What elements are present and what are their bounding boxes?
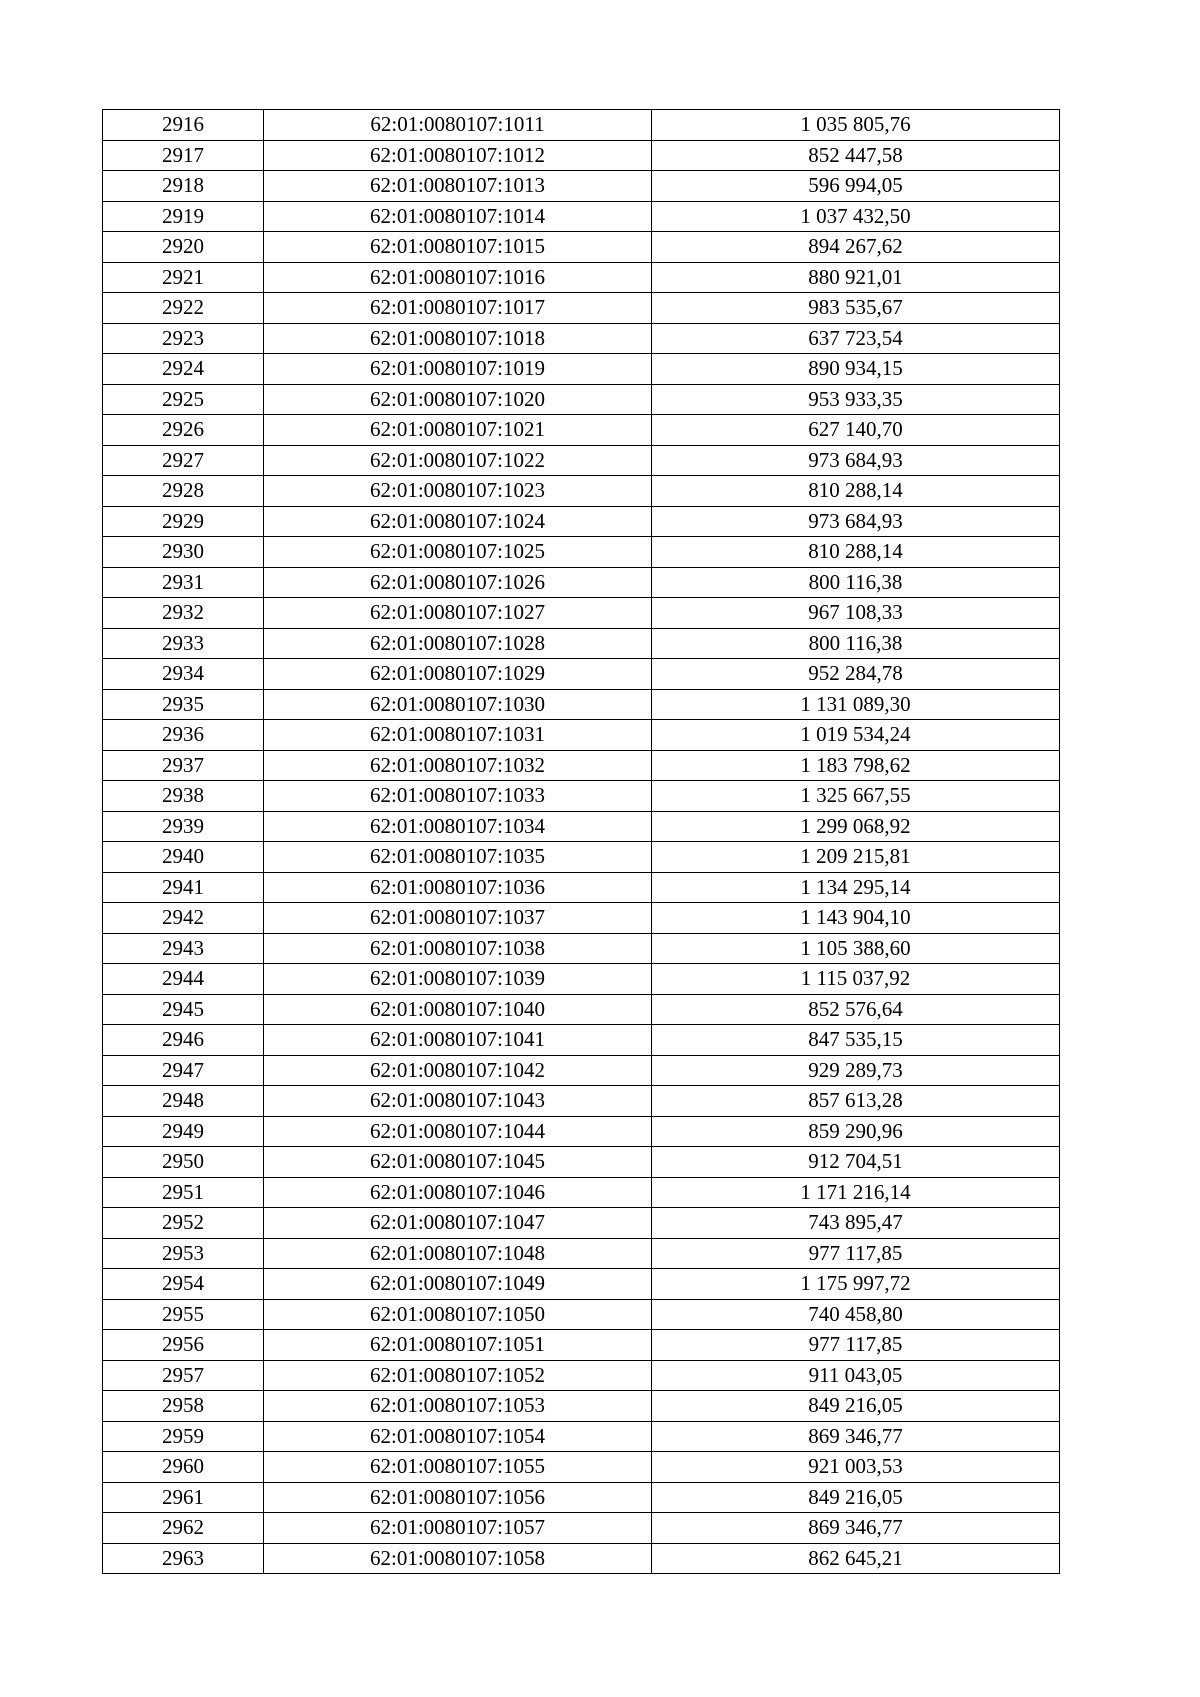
table-row — [103, 659, 1060, 690]
table-row — [103, 323, 1060, 354]
row-number-cell: 2951 — [103, 1177, 264, 1208]
cadastral-number-cell: 62:01:0080107:1043 — [264, 1086, 652, 1117]
row-number-cell: 2941 — [103, 872, 264, 903]
row-number-cell: 2935 — [103, 689, 264, 720]
table-row — [103, 1421, 1060, 1452]
row-number-cell: 2919 — [103, 201, 264, 232]
row-number-cell: 2932 — [103, 598, 264, 629]
cadastral-value-cell: 952 284,78 — [652, 659, 1060, 690]
cadastral-number-cell: 62:01:0080107:1025 — [264, 537, 652, 568]
cadastral-value-cell: 740 458,80 — [652, 1299, 1060, 1330]
row-number-cell: 2937 — [103, 750, 264, 781]
cadastral-value-cell: 1 171 216,14 — [652, 1177, 1060, 1208]
table-row — [103, 720, 1060, 751]
cadastral-value-cell: 921 003,53 — [652, 1452, 1060, 1483]
cadastral-value-cell: 953 933,35 — [652, 384, 1060, 415]
cadastral-number-cell: 62:01:0080107:1049 — [264, 1269, 652, 1300]
table-row — [103, 1299, 1060, 1330]
cadastral-number-cell: 62:01:0080107:1042 — [264, 1055, 652, 1086]
row-number-cell: 2945 — [103, 994, 264, 1025]
cadastral-value-cell: 977 117,85 — [652, 1238, 1060, 1269]
cadastral-number-cell: 62:01:0080107:1050 — [264, 1299, 652, 1330]
cadastral-value-cell: 859 290,96 — [652, 1116, 1060, 1147]
table-row — [103, 506, 1060, 537]
cadastral-number-cell: 62:01:0080107:1027 — [264, 598, 652, 629]
cadastral-number-cell: 62:01:0080107:1057 — [264, 1513, 652, 1544]
cadastral-number-cell: 62:01:0080107:1011 — [264, 110, 652, 141]
table-row — [103, 1452, 1060, 1483]
cadastral-value-cell: 894 267,62 — [652, 232, 1060, 263]
cadastral-number-cell: 62:01:0080107:1055 — [264, 1452, 652, 1483]
cadastral-number-cell: 62:01:0080107:1052 — [264, 1360, 652, 1391]
cadastral-value-cell: 983 535,67 — [652, 293, 1060, 324]
cadastral-number-cell: 62:01:0080107:1053 — [264, 1391, 652, 1422]
cadastral-number-cell: 62:01:0080107:1058 — [264, 1543, 652, 1574]
cadastral-value-cell: 1 183 798,62 — [652, 750, 1060, 781]
row-number-cell: 2936 — [103, 720, 264, 751]
cadastral-value-cell: 849 216,05 — [652, 1391, 1060, 1422]
cadastral-number-cell: 62:01:0080107:1048 — [264, 1238, 652, 1269]
cadastral-value-cell: 637 723,54 — [652, 323, 1060, 354]
cadastral-number-cell: 62:01:0080107:1033 — [264, 781, 652, 812]
cadastral-number-cell: 62:01:0080107:1023 — [264, 476, 652, 507]
table-row — [103, 842, 1060, 873]
row-number-cell: 2963 — [103, 1543, 264, 1574]
row-number-cell: 2925 — [103, 384, 264, 415]
table-row — [103, 1391, 1060, 1422]
table-row — [103, 1330, 1060, 1361]
cadastral-number-cell: 62:01:0080107:1036 — [264, 872, 652, 903]
row-number-cell: 2940 — [103, 842, 264, 873]
row-number-cell: 2953 — [103, 1238, 264, 1269]
table-row — [103, 1177, 1060, 1208]
table-row — [103, 171, 1060, 202]
cadastral-number-cell: 62:01:0080107:1029 — [264, 659, 652, 690]
row-number-cell: 2961 — [103, 1482, 264, 1513]
table-row — [103, 1208, 1060, 1239]
row-number-cell: 2918 — [103, 171, 264, 202]
cadastral-value-cell: 890 934,15 — [652, 354, 1060, 385]
cadastral-number-cell: 62:01:0080107:1016 — [264, 262, 652, 293]
table-row — [103, 1269, 1060, 1300]
table-row — [103, 1147, 1060, 1178]
cadastral-number-cell: 62:01:0080107:1026 — [264, 567, 652, 598]
row-number-cell: 2926 — [103, 415, 264, 446]
table-row — [103, 354, 1060, 385]
table-row — [103, 933, 1060, 964]
row-number-cell: 2962 — [103, 1513, 264, 1544]
cadastral-number-cell: 62:01:0080107:1047 — [264, 1208, 652, 1239]
cadastral-number-cell: 62:01:0080107:1017 — [264, 293, 652, 324]
cadastral-number-cell: 62:01:0080107:1038 — [264, 933, 652, 964]
row-number-cell: 2950 — [103, 1147, 264, 1178]
cadastral-number-cell: 62:01:0080107:1013 — [264, 171, 652, 202]
cadastral-number-cell: 62:01:0080107:1039 — [264, 964, 652, 995]
row-number-cell: 2929 — [103, 506, 264, 537]
cadastral-value-cell: 1 035 805,76 — [652, 110, 1060, 141]
row-number-cell: 2957 — [103, 1360, 264, 1391]
table-row — [103, 293, 1060, 324]
cadastral-number-cell: 62:01:0080107:1030 — [264, 689, 652, 720]
row-number-cell: 2920 — [103, 232, 264, 263]
cadastral-value-table — [102, 109, 1060, 1574]
table-row — [103, 750, 1060, 781]
table-row — [103, 1055, 1060, 1086]
cadastral-value-cell: 1 105 388,60 — [652, 933, 1060, 964]
cadastral-value-cell: 862 645,21 — [652, 1543, 1060, 1574]
table-row — [103, 689, 1060, 720]
row-number-cell: 2948 — [103, 1086, 264, 1117]
row-number-cell: 2930 — [103, 537, 264, 568]
row-number-cell: 2952 — [103, 1208, 264, 1239]
cadastral-number-cell: 62:01:0080107:1032 — [264, 750, 652, 781]
table-row — [103, 1238, 1060, 1269]
row-number-cell: 2923 — [103, 323, 264, 354]
row-number-cell: 2931 — [103, 567, 264, 598]
cadastral-number-cell: 62:01:0080107:1024 — [264, 506, 652, 537]
table-row — [103, 445, 1060, 476]
table-row — [103, 232, 1060, 263]
cadastral-value-cell: 852 576,64 — [652, 994, 1060, 1025]
table-row — [103, 628, 1060, 659]
row-number-cell: 2927 — [103, 445, 264, 476]
row-number-cell: 2949 — [103, 1116, 264, 1147]
cadastral-number-cell: 62:01:0080107:1021 — [264, 415, 652, 446]
table-body — [103, 110, 1060, 1574]
table-row — [103, 1482, 1060, 1513]
row-number-cell: 2954 — [103, 1269, 264, 1300]
table-row — [103, 1513, 1060, 1544]
cadastral-value-cell: 1 115 037,92 — [652, 964, 1060, 995]
table-row — [103, 964, 1060, 995]
cadastral-number-cell: 62:01:0080107:1012 — [264, 140, 652, 171]
cadastral-value-cell: 627 140,70 — [652, 415, 1060, 446]
cadastral-number-cell: 62:01:0080107:1041 — [264, 1025, 652, 1056]
cadastral-value-cell: 929 289,73 — [652, 1055, 1060, 1086]
cadastral-value-cell: 1 131 089,30 — [652, 689, 1060, 720]
row-number-cell: 2942 — [103, 903, 264, 934]
row-number-cell: 2955 — [103, 1299, 264, 1330]
row-number-cell: 2933 — [103, 628, 264, 659]
cadastral-number-cell: 62:01:0080107:1046 — [264, 1177, 652, 1208]
row-number-cell: 2943 — [103, 933, 264, 964]
cadastral-value-cell: 977 117,85 — [652, 1330, 1060, 1361]
cadastral-value-cell: 912 704,51 — [652, 1147, 1060, 1178]
row-number-cell: 2956 — [103, 1330, 264, 1361]
cadastral-value-cell: 967 108,33 — [652, 598, 1060, 629]
table-row — [103, 781, 1060, 812]
table-row — [103, 598, 1060, 629]
table-row — [103, 567, 1060, 598]
cadastral-number-cell: 62:01:0080107:1031 — [264, 720, 652, 751]
row-number-cell: 2916 — [103, 110, 264, 141]
cadastral-value-cell: 596 994,05 — [652, 171, 1060, 202]
table-row — [103, 994, 1060, 1025]
table-row — [103, 1025, 1060, 1056]
cadastral-number-cell: 62:01:0080107:1044 — [264, 1116, 652, 1147]
cadastral-value-cell: 869 346,77 — [652, 1421, 1060, 1452]
table-row — [103, 140, 1060, 171]
cadastral-number-cell: 62:01:0080107:1022 — [264, 445, 652, 476]
cadastral-value-cell: 1 019 534,24 — [652, 720, 1060, 751]
table-row — [103, 811, 1060, 842]
row-number-cell: 2947 — [103, 1055, 264, 1086]
row-number-cell: 2944 — [103, 964, 264, 995]
cadastral-number-cell: 62:01:0080107:1014 — [264, 201, 652, 232]
row-number-cell: 2921 — [103, 262, 264, 293]
row-number-cell: 2938 — [103, 781, 264, 812]
cadastral-number-cell: 62:01:0080107:1045 — [264, 1147, 652, 1178]
cadastral-number-cell: 62:01:0080107:1035 — [264, 842, 652, 873]
row-number-cell: 2960 — [103, 1452, 264, 1483]
row-number-cell: 2922 — [103, 293, 264, 324]
table-row — [103, 1543, 1060, 1574]
cadastral-value-cell: 810 288,14 — [652, 537, 1060, 568]
cadastral-value-cell: 1 037 432,50 — [652, 201, 1060, 232]
table-row — [103, 262, 1060, 293]
cadastral-value-cell: 1 209 215,81 — [652, 842, 1060, 873]
table-row — [103, 476, 1060, 507]
cadastral-value-cell: 857 613,28 — [652, 1086, 1060, 1117]
table-row — [103, 384, 1060, 415]
table-row — [103, 415, 1060, 446]
cadastral-number-cell: 62:01:0080107:1020 — [264, 384, 652, 415]
table-row — [103, 903, 1060, 934]
cadastral-value-cell: 1 175 997,72 — [652, 1269, 1060, 1300]
cadastral-value-cell: 973 684,93 — [652, 445, 1060, 476]
table-row — [103, 1360, 1060, 1391]
table-row — [103, 537, 1060, 568]
table-row — [103, 872, 1060, 903]
cadastral-value-cell: 1 299 068,92 — [652, 811, 1060, 842]
table-row — [103, 1116, 1060, 1147]
cadastral-value-cell: 800 116,38 — [652, 567, 1060, 598]
cadastral-value-cell: 869 346,77 — [652, 1513, 1060, 1544]
cadastral-value-cell: 911 043,05 — [652, 1360, 1060, 1391]
table-row — [103, 201, 1060, 232]
cadastral-value-cell: 852 447,58 — [652, 140, 1060, 171]
cadastral-number-cell: 62:01:0080107:1037 — [264, 903, 652, 934]
cadastral-value-cell: 800 116,38 — [652, 628, 1060, 659]
cadastral-number-cell: 62:01:0080107:1028 — [264, 628, 652, 659]
cadastral-value-cell: 1 143 904,10 — [652, 903, 1060, 934]
row-number-cell: 2917 — [103, 140, 264, 171]
cadastral-value-cell: 1 134 295,14 — [652, 872, 1060, 903]
cadastral-number-cell: 62:01:0080107:1019 — [264, 354, 652, 385]
cadastral-number-cell: 62:01:0080107:1056 — [264, 1482, 652, 1513]
cadastral-value-cell: 880 921,01 — [652, 262, 1060, 293]
cadastral-value-cell: 743 895,47 — [652, 1208, 1060, 1239]
table-row — [103, 1086, 1060, 1117]
table-row — [103, 110, 1060, 141]
row-number-cell: 2934 — [103, 659, 264, 690]
cadastral-value-cell: 849 216,05 — [652, 1482, 1060, 1513]
row-number-cell: 2958 — [103, 1391, 264, 1422]
row-number-cell: 2924 — [103, 354, 264, 385]
row-number-cell: 2928 — [103, 476, 264, 507]
cadastral-value-cell: 973 684,93 — [652, 506, 1060, 537]
cadastral-number-cell: 62:01:0080107:1015 — [264, 232, 652, 263]
cadastral-value-cell: 847 535,15 — [652, 1025, 1060, 1056]
cadastral-number-cell: 62:01:0080107:1051 — [264, 1330, 652, 1361]
row-number-cell: 2939 — [103, 811, 264, 842]
cadastral-number-cell: 62:01:0080107:1018 — [264, 323, 652, 354]
cadastral-number-cell: 62:01:0080107:1040 — [264, 994, 652, 1025]
cadastral-value-cell: 810 288,14 — [652, 476, 1060, 507]
cadastral-value-cell: 1 325 667,55 — [652, 781, 1060, 812]
row-number-cell: 2946 — [103, 1025, 264, 1056]
cadastral-number-cell: 62:01:0080107:1054 — [264, 1421, 652, 1452]
cadastral-number-cell: 62:01:0080107:1034 — [264, 811, 652, 842]
row-number-cell: 2959 — [103, 1421, 264, 1452]
